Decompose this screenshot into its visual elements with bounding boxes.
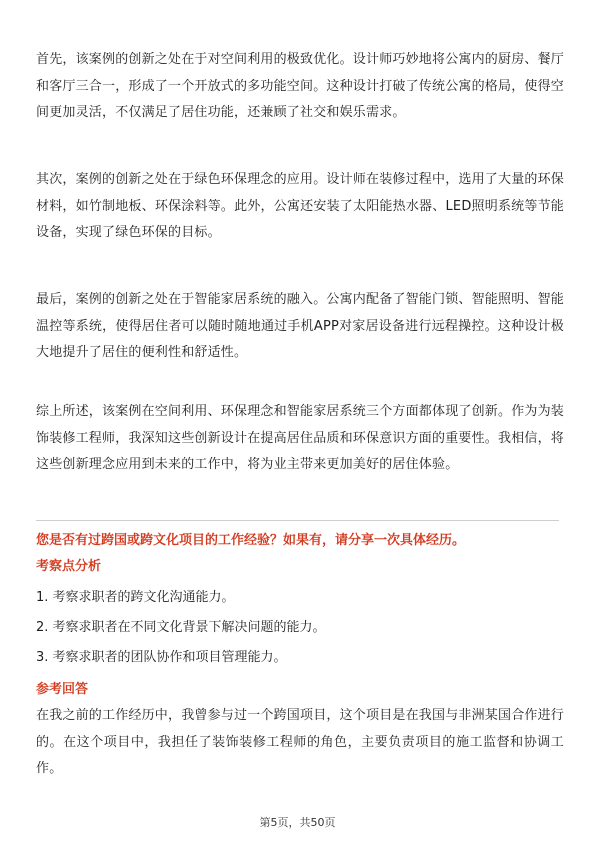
list-item: 3. 考察求职者的团队协作和项目管理能力。 (36, 650, 287, 665)
paragraph-smart-home (36, 287, 564, 367)
paragraph-text: 首先，该案例的创新之处在于对空间利用的极致优化。设计师巧妙地将公寓内的厨房、餐厅和客厅三合一，形成了一个开放式的多功能空间。这种设计打破了传统公寓的格局，使得空间更加灵活，不仅满足了居住功能，还兼顾了社交和娱乐需求。 (36, 52, 565, 120)
page-number: 第5页，共50页 (259, 816, 336, 829)
list-item: 1. 考察求职者的跨文化沟通能力。 (36, 590, 235, 605)
paragraph-space-optimization (36, 47, 564, 127)
answer-paragraph (36, 703, 564, 783)
analysis-heading: 考察点分析 (36, 559, 102, 574)
paragraph-text: 综上所述，该案例在空间利用、环保理念和智能家居系统三个方面都体现了创新。作为为装饰装修工程师，我深知这些创新设计在提高居住品质和环保意识方面的重要性。我相信，将这些创新理念应用到未来的工作中，将为业主带来更加美好的居住体验。 (36, 404, 565, 472)
answer-heading: 参考回答 (36, 682, 89, 697)
interview-question: 您是否有过跨国或跨文化项目的工作经验？如果有，请分享一次具体经历。 (36, 533, 466, 548)
paragraph-text: 其次，案例的创新之处在于绿色环保理念的应用。设计师在装修过程中，选用了大量的环保材料，如竹制地板、环保涂料等。此外，公寓还安装了太阳能热水器、LED照明系统等节能设备，实现了绿色环保的目标。 (36, 172, 565, 240)
analysis-list (36, 583, 564, 673)
paragraph-text: 最后，案例的创新之处在于智能家居系统的融入。公寓内配备了智能门锁、智能照明、智能温控等系统，使得居住者可以随时随地通过手机APP对家居设备进行远程操控。这种设计极大地提升了居住的便利性和舒适性。 (36, 292, 565, 360)
paragraph-green-concept (36, 167, 564, 247)
paragraph-text: 在我之前的工作经历中，我曾参与过一个跨国项目，这个项目是在我国与非洲某国合作进行的。在这个项目中，我担任了装饰装修工程师的角色，主要负责项目的施工监督和协调工作。 (36, 708, 565, 776)
paragraph-summary (36, 399, 564, 479)
section-divider (36, 520, 559, 521)
list-item: 2. 考察求职者在不同文化背景下解决问题的能力。 (36, 620, 326, 635)
